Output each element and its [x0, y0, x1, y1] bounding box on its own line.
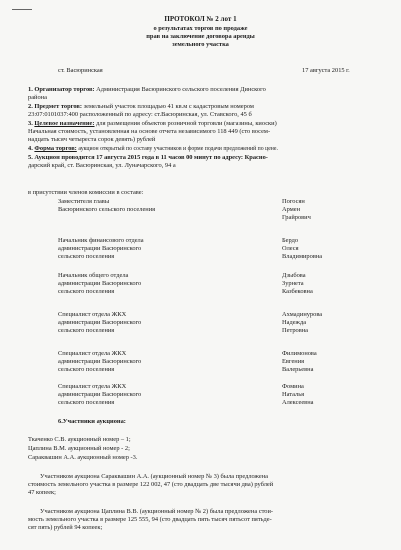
protocol-title: ПРОТОКОЛ № 2 лот 1: [164, 15, 237, 23]
member-last-name: Дзыбова: [282, 272, 306, 279]
item-3-text: для размещения объектов розничной торговли (магазины, киоски): [96, 120, 277, 127]
member-patronymic: Валерьевна: [282, 366, 314, 373]
bid-paragraph-1-line-3: 47 копеек;: [28, 489, 56, 496]
bid-paragraph-1-line-2: стоимость земельного участка в размере 122 002, 47 (сто двадцать две тысячи два) рублей: [28, 481, 274, 488]
item-3-head: Целевое назначение:: [34, 120, 95, 127]
member-role-line-3: сельского поселения: [58, 399, 115, 406]
member-role-line-1: Начальник общего отдела: [58, 272, 129, 279]
item-5-line-2: дарский край, ст. Васюринская, ул. Луначарского, 94 а: [28, 162, 176, 169]
member-role-line-3: сельского поселения: [58, 288, 115, 295]
item-2-text: земельный участок площадью 41 кв.м с кадастровым номером: [83, 103, 254, 110]
item-1: [28, 86, 266, 94]
member-role-line-1: Начальник финансового отдела: [58, 237, 144, 244]
participant-item: Сараквашин А.А. аукционный номер -3.: [28, 454, 138, 461]
member-role-line-1: Специалист отдела ЖКХ: [58, 311, 127, 318]
member-role-line-1: Специалист отдела ЖКХ: [58, 350, 127, 357]
bid-paragraph-2-line-2: мость земельного участка в размере 125 555, 94 (сто двадцать пять тысяч пятьсот пятьде-: [28, 516, 272, 523]
member-last-name: Филимонова: [282, 350, 317, 357]
item-1-text-2: района: [28, 94, 47, 101]
member-role-line-1: Специалист отдела ЖКХ: [58, 383, 127, 390]
item-4-text: аукцион открытый по составу участников и форме подачи предложений по цене.: [78, 146, 278, 152]
item-2-num: 2.: [28, 103, 33, 110]
member-first-name: Евгения: [282, 358, 305, 365]
member-first-name: Олеся: [282, 245, 299, 252]
member-role-line-2: администрации Васюринского: [58, 245, 142, 252]
item-1-head: Организатор торгов:: [34, 86, 95, 93]
item-2-text-2: 23:07:0101037:400 расположенный по адресу: ст.Васюринская, ул. Ставского, 45 б: [28, 111, 252, 118]
item-3: [28, 120, 277, 128]
bid-paragraph-2-line-1: Участником аукциона Цаплина В.В. (аукционный номер № 2) была предложена стои-: [40, 508, 274, 515]
member-role-line-2: администрации Васюринского: [58, 391, 142, 398]
item-3-text-3: надцать тысяч четыреста сорок девять) рублей: [28, 136, 156, 143]
item-2: [28, 103, 254, 111]
member-role-line-2: администрации Васюринского: [58, 319, 142, 326]
item-4: [28, 145, 278, 154]
subtitle-line-2: прав на заключение договора аренды: [146, 33, 255, 40]
place: ст. Васюринская: [58, 67, 103, 74]
member-first-name: Наталья: [282, 391, 305, 398]
participant-item: Ткаченко С.В. аукционный номер – 1;: [28, 436, 131, 443]
participant-item: Цаплина В.М. аукционный номер - 2;: [28, 445, 130, 452]
participants-heading: 6.Участники аукциона:: [58, 418, 126, 425]
member-last-name: Бердо: [282, 237, 299, 244]
member-role-line-3: сельского поселения: [58, 327, 115, 334]
member-last-name: Ахмадинурова: [282, 311, 323, 318]
member-role-line-3: сельского поселения: [58, 253, 115, 260]
bid-paragraph-1-line-1: Участником аукциона Сараквашин А.А. (аукционный номер № 3) была предложена: [40, 473, 268, 480]
member-patronymic: Грайрович: [282, 214, 311, 221]
member-role-line-2: Васюринского сельского поселения: [58, 206, 156, 213]
member-first-name: Армен: [282, 206, 301, 213]
item-1-text: Администрация Васюринского сельского поселения Динского: [96, 86, 266, 93]
member-first-name: Надежда: [282, 319, 307, 326]
member-role-line-1: Заместителя главы: [58, 198, 110, 205]
item-5: 5. Аукцион проводится 17 августа 2015 года в 11 часов 00 минут по адресу: Красно-: [28, 154, 268, 161]
item-4-num: 4.: [28, 145, 33, 152]
bid-paragraph-2-line-3: сят пять) рублей 94 копеек;: [28, 524, 103, 531]
member-role-line-3: сельского поселения: [58, 366, 115, 373]
corner-mark: [12, 9, 32, 10]
item-2-head: Предмет торгов:: [34, 103, 83, 110]
item-3-num: 3.: [28, 120, 33, 127]
member-first-name: Зурнета: [282, 280, 304, 287]
subtitle-line-1: о результатах торгов по продаже: [153, 25, 248, 32]
member-patronymic: Казбековна: [282, 288, 313, 295]
date: 17 августа 2015 г.: [302, 67, 350, 74]
item-3-text-2: Начальная стоимость, установленная на основе отчета независимого 118 449 (сто восем-: [28, 128, 271, 135]
item-4-head: Форма торгов:: [34, 145, 77, 152]
commission-intro: в присутствии членов комиссии в составе:: [28, 189, 144, 196]
member-patronymic: Владимировна: [282, 253, 323, 260]
subtitle-line-3: земельного участка: [172, 41, 229, 48]
member-patronymic: Алексеевна: [282, 399, 314, 406]
member-last-name: Погосян: [282, 198, 305, 205]
member-role-line-2: администрации Васюринского: [58, 280, 142, 287]
member-last-name: Фомина: [282, 383, 304, 390]
member-role-line-2: администрации Васюринского: [58, 358, 142, 365]
member-patronymic: Петровна: [282, 327, 308, 334]
item-1-num: 1.: [28, 86, 33, 93]
